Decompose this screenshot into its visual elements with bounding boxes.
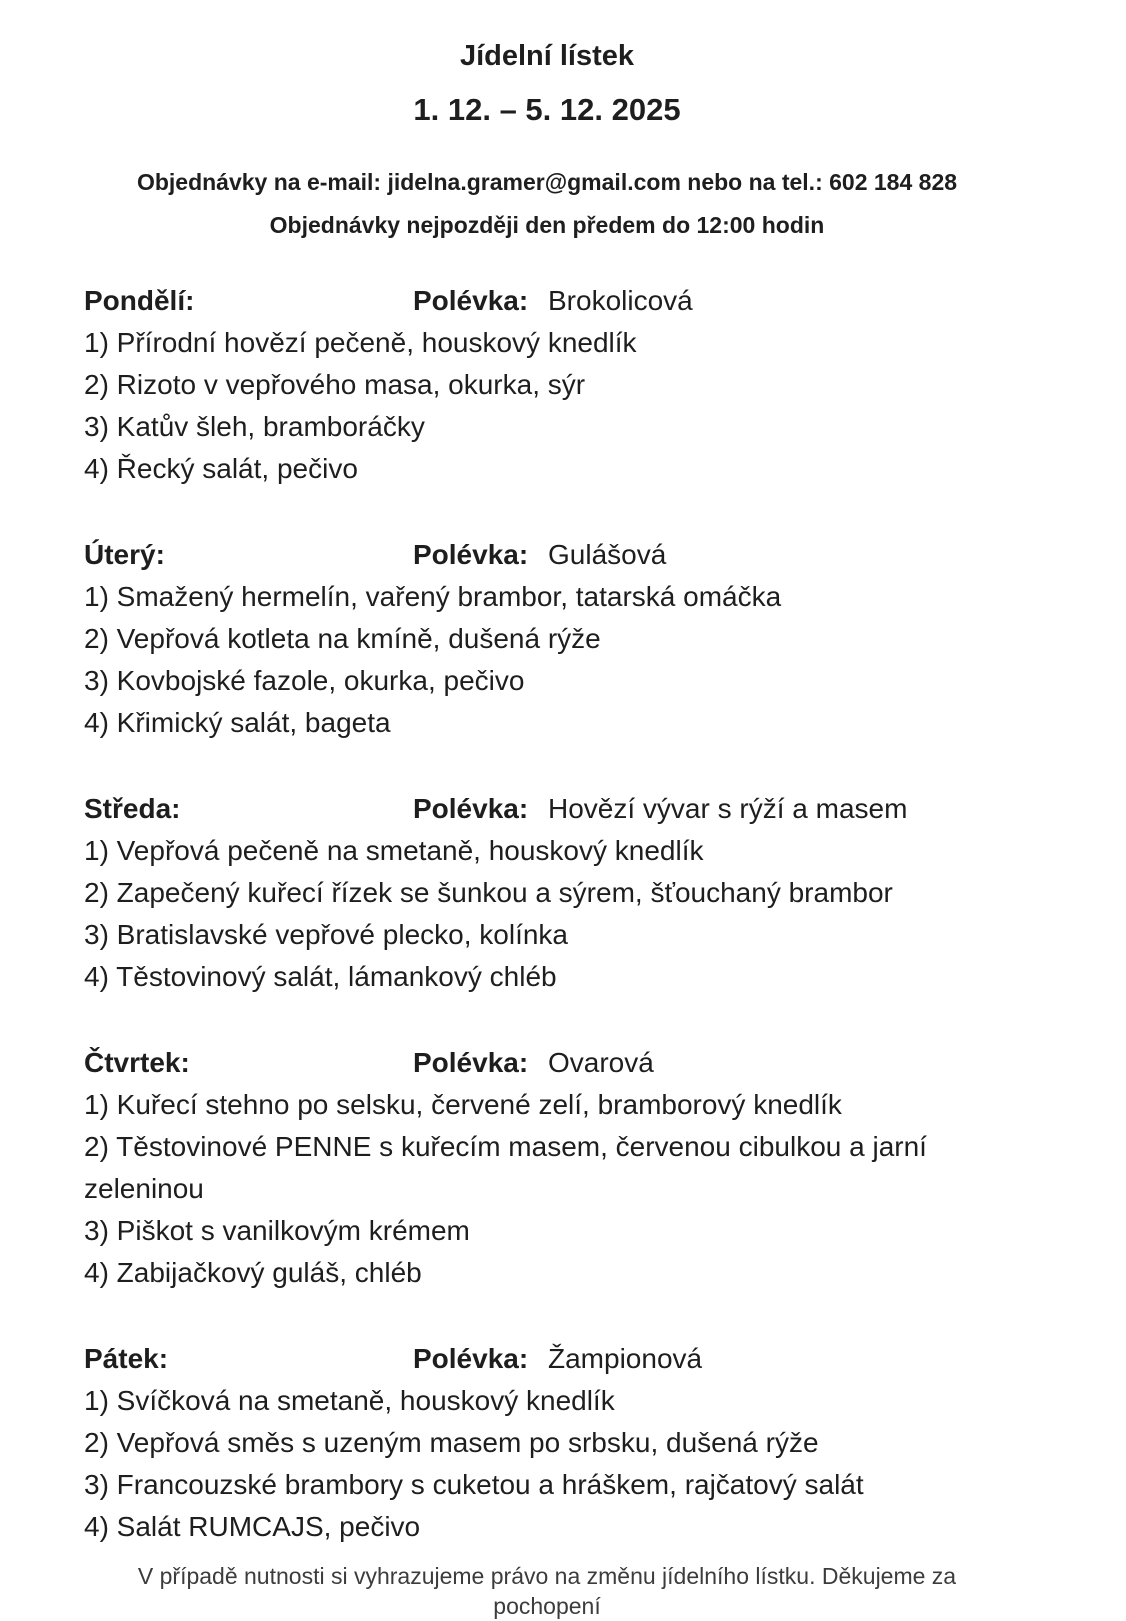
day-name: Středa: [84,793,181,824]
soup-label: Polévka: [413,793,529,824]
menu-item: 2) Těstovinové PENNE s kuřecím masem, červenou cibulkou a jarní zeleninou [84,1131,935,1204]
soup-name: Žampionová [548,1343,703,1374]
day-name: Úterý: [84,539,165,570]
menu-item: 3) Katův šleh, bramboráčky [84,411,425,442]
soup-label: Polévka: [413,539,529,570]
menu-item: 1) Kuřecí stehno po selsku, červené zelí, bramborový knedlík [84,1089,842,1120]
day-section-friday [84,1338,1010,1548]
menu-item: 4) Salát RUMCAJS, pečivo [84,1511,421,1542]
soup-label: Polévka: [413,1047,529,1078]
menu-item: 3) Piškot s vanilkovým krémem [84,1215,470,1246]
menu-item: 3) Bratislavské vepřové plecko, kolínka [84,919,568,950]
order-deadline-line: Objednávky nejpozději den předem do 12:00 hodin [269,212,825,238]
menu-item: 4) Zabijačkový guláš, chléb [84,1257,422,1288]
day-name: Pátek: [84,1343,169,1374]
date-range: 1. 12. – 5. 12. 2025 [413,92,681,127]
day-section-monday [84,280,1010,490]
menu-item: 4) Těstovinový salát, lámankový chléb [84,961,557,992]
day-header [84,1042,1010,1084]
order-contact-line: Objednávky na e-mail: jidelna.gramer@gmail.com nebo na tel.: 602 184 828 [136,169,958,195]
day-section-wednesday [84,788,1010,998]
day-name: Čtvrtek: [84,1047,190,1078]
soup-label: Polévka: [413,1343,529,1374]
page-title: Jídelní lístek [459,40,635,72]
soup-name: Gulášová [548,539,667,570]
day-header [84,1338,1010,1380]
menu-item: 1) Svíčková na smetaně, houskový knedlík [84,1385,615,1416]
day-header [84,788,1010,830]
menu-item: 2) Rizoto v vepřového masa, okurka, sýr [84,369,586,400]
day-header [84,534,1010,576]
soup-name: Hovězí vývar s rýží a masem [548,793,908,824]
soup-name: Brokolicová [548,285,693,316]
menu-item: 3) Francouzské brambory s cuketou a hráškem, rajčatový salát [84,1469,864,1500]
menu-item: 2) Vepřová kotleta na kmíně, dušená rýže [84,623,601,654]
day-header [84,280,1010,322]
menu-item: 3) Kovbojské fazole, okurka, pečivo [84,665,525,696]
menu-item: 1) Vepřová pečeně na smetaně, houskový knedlík [84,835,704,866]
menu-item: 4) Křimický salát, bageta [84,707,391,738]
day-name: Pondělí: [84,285,195,316]
day-section-thursday [84,1042,1010,1294]
menu-item: 2) Vepřová směs s uzeným masem po srbsku, dušená rýže [84,1427,819,1458]
soup-name: Ovarová [548,1047,654,1078]
soup-label: Polévka: [413,285,529,316]
day-section-tuesday [84,534,1010,744]
footer-note: V případě nutnosti si vyhrazujeme právo na změnu jídelního lístku. Děkujeme za pochopení [137,1563,957,1619]
menu-item: 4) Řecký salát, pečivo [84,453,358,484]
menu-item: 1) Přírodní hovězí pečeně, houskový knedlík [84,327,637,358]
menu-item: 2) Zapečený kuřecí řízek se šunkou a sýrem, šťouchaný brambor [84,877,893,908]
menu-item: 1) Smažený hermelín, vařený brambor, tatarská omáčka [84,581,782,612]
